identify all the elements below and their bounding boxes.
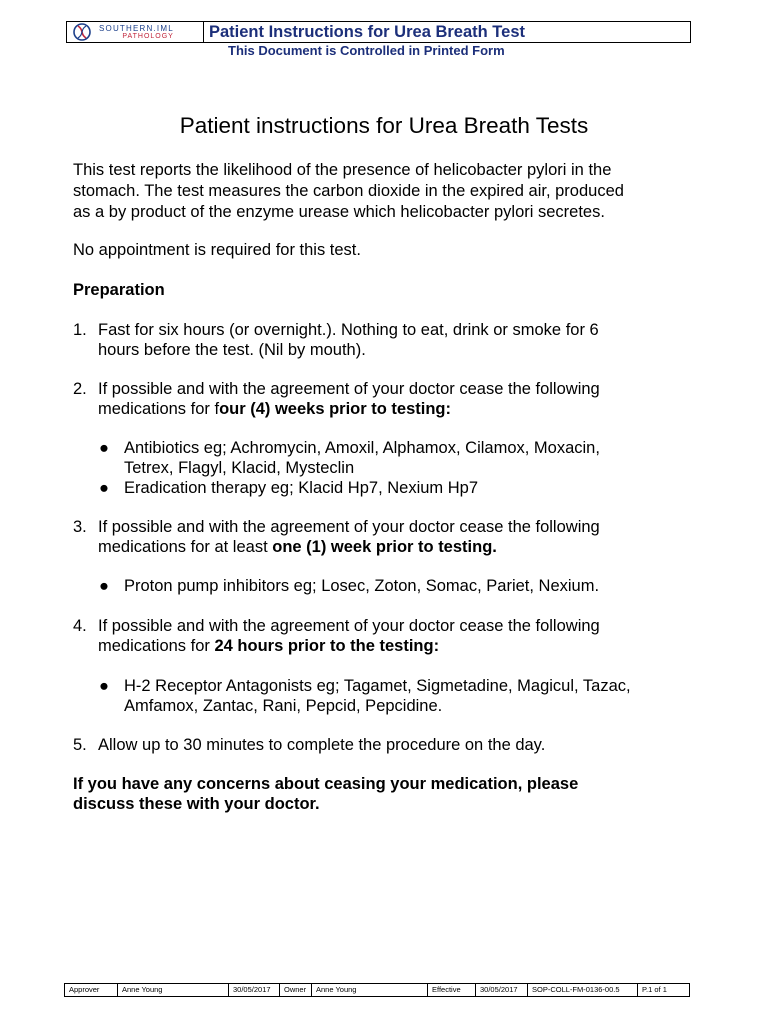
- bullet-text: Proton pump inhibitors eg; Losec, Zoton, Somac, Pariet, Nexium.: [124, 577, 600, 595]
- intro-line: as a by product of the enzyme urease which helicobacter pylori secretes.: [73, 203, 605, 221]
- step2-line: [98, 399, 451, 419]
- page-number: P.1 of 1: [642, 985, 667, 994]
- step4-emphasis: 24 hours prior to the testing:: [214, 637, 440, 655]
- step2-line: If possible and with the agreement of your doctor cease the following: [98, 380, 600, 398]
- step1-line: hours before the test. (Nil by mouth).: [98, 341, 366, 359]
- step2-emphasis: our (4) weeks prior to testing:: [219, 400, 452, 418]
- preparation-heading: Preparation: [73, 281, 165, 299]
- effective-date: 30/05/2017: [476, 984, 528, 996]
- owner-label: Owner: [280, 984, 312, 996]
- step3-line: [98, 537, 497, 557]
- approver-label: Approver: [65, 984, 118, 996]
- bullet-icon: ●: [99, 439, 109, 457]
- document-code: SOP-COLL-FM-0136-00.5: [528, 984, 638, 996]
- step3-line: If possible and with the agreement of your doctor cease the following: [98, 518, 600, 536]
- step-number: 5.: [73, 736, 87, 754]
- bullet-text: Tetrex, Flagyl, Klacid, Mysteclin: [124, 459, 355, 477]
- dna-logo-icon: [71, 23, 93, 41]
- closing-line: discuss these with your doctor.: [73, 795, 320, 813]
- bullet-text: H-2 Receptor Antagonists eg; Tagamet, Sigmetadine, Magicul, Tazac,: [124, 677, 631, 695]
- step3-emphasis: one (1) week prior to testing.: [272, 538, 497, 556]
- document-footer: [64, 983, 690, 997]
- approver-name: Anne Young: [118, 984, 229, 996]
- header-title: Patient Instructions for Urea Breath Test: [209, 23, 526, 41]
- bullet-text: Amfamox, Zantac, Rani, Pepcid, Pepcidine.: [124, 697, 443, 715]
- intro-line: This test reports the likelihood of the presence of helicobacter pylori in the: [73, 161, 612, 179]
- step2-text: medications for f: [98, 400, 220, 418]
- bullet-text: Eradication therapy eg; Klacid Hp7, Nexium Hp7: [124, 479, 479, 497]
- step4-line: If possible and with the agreement of your doctor cease the following: [98, 617, 600, 635]
- step4-line: [98, 636, 439, 656]
- bullet-icon: ●: [99, 479, 109, 497]
- logo-line1: SOUTHERN.IML: [99, 23, 174, 33]
- owner-name: Anne Young: [312, 984, 428, 996]
- bullet-icon: ●: [99, 577, 109, 595]
- step3-text: medications for at least: [98, 538, 273, 556]
- bullet-text: Antibiotics eg; Achromycin, Amoxil, Alphamox, Cilamox, Moxacin,: [124, 439, 600, 457]
- step1-line: Fast for six hours (or overnight.). Nothing to eat, drink or smoke for 6: [98, 321, 599, 339]
- effective-label: Effective: [428, 984, 476, 996]
- closing-line: If you have any concerns about ceasing your medication, please: [73, 775, 579, 793]
- intro-line: stomach. The test measures the carbon dioxide in the expired air, produced: [73, 182, 624, 200]
- step-number: 2.: [73, 380, 87, 398]
- document-header: [66, 21, 691, 43]
- logo-line2: PATHOLOGY: [122, 32, 174, 40]
- approved-date: 30/05/2017: [229, 984, 280, 996]
- step-number: 3.: [73, 518, 87, 536]
- document-title: Patient instructions for Urea Breath Tests: [179, 113, 589, 138]
- step5-line: Allow up to 30 minutes to complete the procedure on the day.: [98, 736, 546, 754]
- step-number: 4.: [73, 617, 87, 635]
- logo: [67, 22, 204, 42]
- no-appointment-text: No appointment is required for this test.: [73, 241, 361, 259]
- bullet-icon: ●: [99, 677, 109, 695]
- header-subtitle: This Document is Controlled in Printed Form: [228, 43, 505, 58]
- step-number: 1.: [73, 321, 87, 339]
- step4-text: medications for: [98, 637, 215, 655]
